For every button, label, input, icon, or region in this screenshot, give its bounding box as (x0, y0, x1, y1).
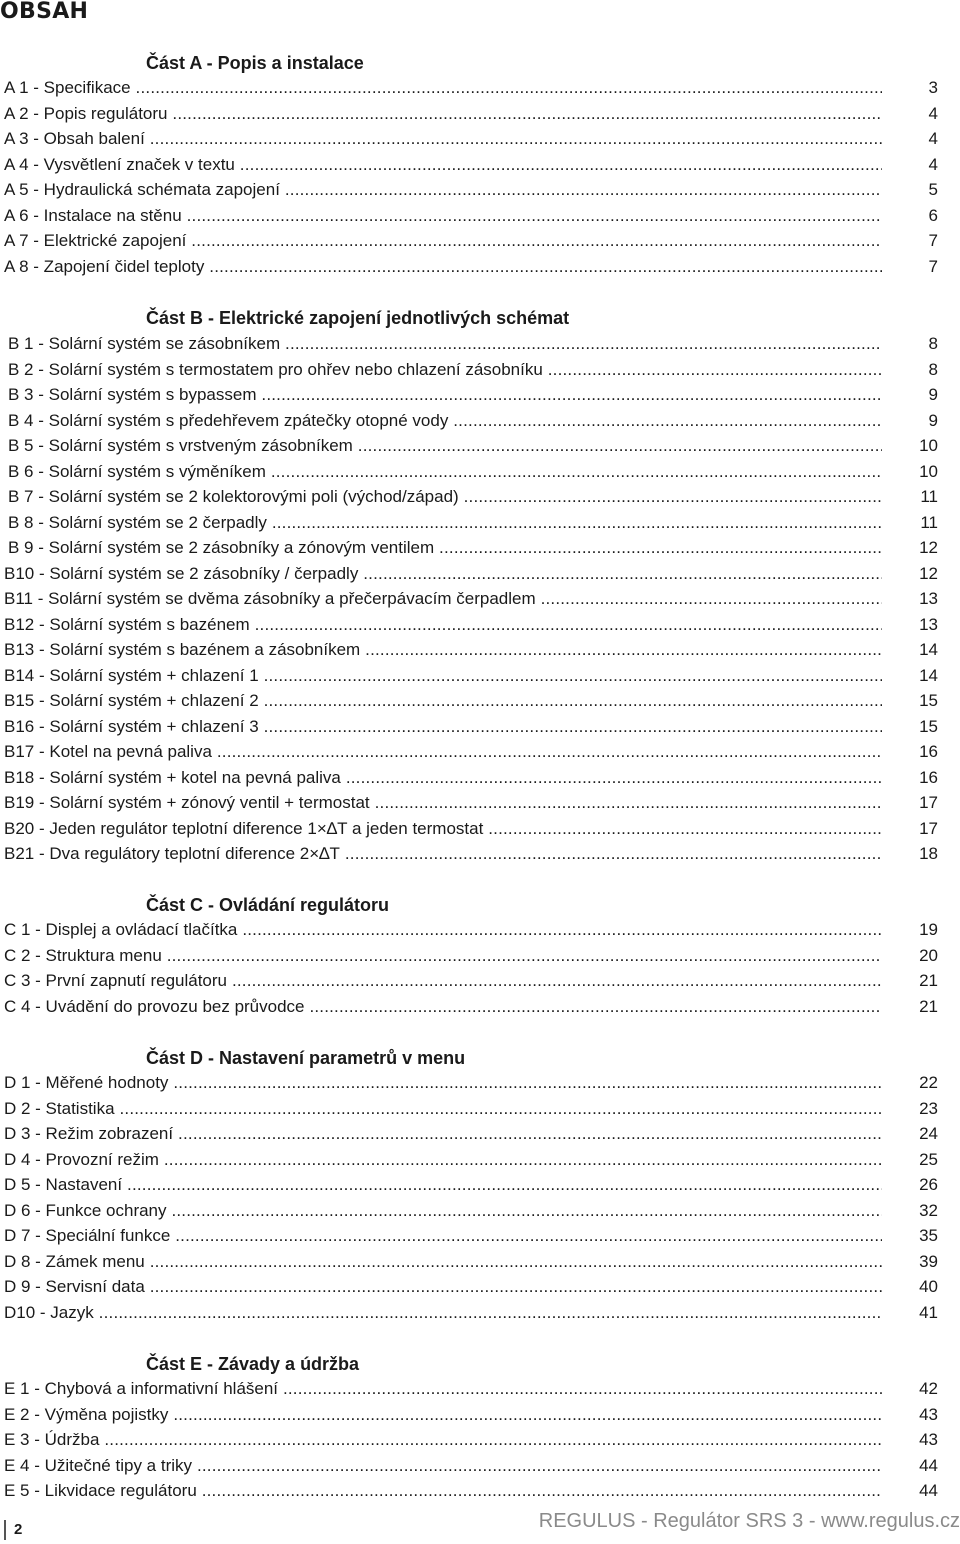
toc-entry-label: B20 - Jeden regulátor teplotní diference 1×∆T a jeden termostat ..... (4, 817, 882, 841)
toc-entry-page: 14 (919, 665, 938, 685)
toc-entry-page: 32 (919, 1200, 938, 1220)
toc-entry-page: 7 (928, 256, 938, 276)
toc-entry[interactable] (4, 383, 938, 407)
toc-entry-label: B 7 - Solární systém se 2 kolektorovými poli (východ/západ) ..... (8, 485, 882, 509)
toc-entry-page: 20 (919, 945, 938, 965)
toc-entry-label: C 1 - Displej a ovládací tlačítka ..... (4, 918, 882, 942)
toc-entry-page: 26 (919, 1175, 938, 1194)
toc-entry-page: 13 (919, 614, 938, 634)
toc-entry[interactable] (4, 587, 938, 611)
section-heading: Část B - Elektrické zapojení jednotlivých schémat (146, 308, 570, 328)
toc-entry[interactable] (4, 842, 938, 866)
toc-entry-label: B16 - Solární systém + chlazení 3 ..... (4, 715, 882, 739)
toc-entry[interactable] (4, 1148, 938, 1172)
toc-entry-label: B21 - Dva regulátory teplotní diference 2×∆T ..... (4, 842, 882, 866)
toc-entry[interactable] (4, 562, 938, 586)
toc-entry-page: 8 (928, 334, 938, 353)
toc-entry-page: 3 (928, 78, 938, 97)
toc-entry-label: E 5 - Likvidace regulátoru ..... (4, 1479, 882, 1503)
toc-entry[interactable] (4, 358, 938, 382)
toc-entry-page: 12 (919, 538, 938, 557)
toc-entry-label: A 1 - Specifikace ..... (4, 76, 882, 100)
toc-entry[interactable] (4, 76, 938, 100)
toc-entry-page: 22 (919, 1073, 938, 1092)
toc-entry-page: 7 (928, 231, 938, 250)
toc-entry[interactable] (4, 1403, 938, 1427)
toc-entry[interactable] (4, 817, 938, 841)
toc-entry-page: 19 (919, 920, 938, 939)
toc-entry-label: B18 - Solární systém + kotel na pevná paliva ..... (4, 766, 882, 790)
toc-entry[interactable] (4, 918, 938, 942)
toc-entry[interactable] (4, 178, 938, 202)
toc-entry-page: 8 (928, 359, 938, 379)
toc-entry-label: A 7 - Elektrické zapojení ..... (4, 229, 882, 253)
toc-entry-label: D 7 - Speciální funkce ..... (4, 1224, 882, 1248)
toc-entry-page: 14 (919, 640, 938, 659)
toc-entry-label: A 2 - Popis regulátoru ..... (4, 102, 882, 126)
toc-entry-page: 23 (919, 1098, 938, 1118)
footer-brand: REGULUS - Regulátor SRS 3 - www.regulus.cz (538, 1510, 960, 1532)
toc-entry-label: D 8 - Zámek menu ..... (4, 1250, 882, 1274)
toc-entry-page: 5 (928, 180, 938, 199)
toc-entry[interactable] (4, 409, 938, 433)
toc-entry-label: D 9 - Servisní data ..... (4, 1275, 882, 1299)
toc-entry-label: B 6 - Solární systém s výměníkem ..... (8, 460, 882, 484)
footer-divider (4, 1520, 6, 1540)
toc-entry[interactable] (4, 127, 938, 151)
toc-entry[interactable] (4, 1224, 938, 1248)
toc-entry-label: B11 - Solární systém se dvěma zásobníky a přečerpávacím čerpadlem ..... (4, 587, 882, 611)
toc-entry[interactable] (4, 332, 938, 356)
toc-entry[interactable] (4, 944, 938, 968)
toc-entry-label: A 8 - Zapojení čidel teploty ..... (4, 255, 882, 279)
toc-entry[interactable] (4, 791, 938, 815)
toc-entry-page: 24 (919, 1124, 938, 1143)
toc-entry-label: B 9 - Solární systém se 2 zásobníky a zónovým ventilem ..... (8, 536, 882, 560)
toc-entry[interactable] (4, 255, 938, 279)
toc-entry-label: D 2 - Statistika ..... (4, 1097, 882, 1121)
toc-entry-page: 35 (919, 1226, 938, 1245)
toc-entry[interactable] (4, 1301, 938, 1325)
toc-entry-page: 9 (928, 410, 938, 430)
toc-entry-page: 44 (919, 1455, 938, 1475)
toc-entry[interactable] (4, 1071, 938, 1095)
toc-entry-page: 17 (919, 793, 938, 812)
toc-entry-page: 17 (919, 818, 938, 838)
toc-entry-page: 25 (919, 1149, 938, 1169)
toc-entry[interactable] (4, 1122, 938, 1146)
toc-entry[interactable] (4, 664, 938, 688)
toc-entry-label: C 3 - První zapnutí regulátoru ..... (4, 969, 882, 993)
section-heading: Část E - Závady a údržba (146, 1354, 360, 1374)
toc-entry-label: B13 - Solární systém s bazénem a zásobníkem ..... (4, 638, 882, 662)
toc-entry-label: B12 - Solární systém s bazénem ..... (4, 613, 882, 637)
toc-entry-page: 16 (919, 767, 938, 787)
toc-entry-page: 40 (919, 1277, 938, 1296)
page-title: OBSAH (0, 0, 89, 24)
section-heading: Část D - Nastavení parametrů v menu (146, 1048, 466, 1068)
toc-entry-page: 6 (928, 205, 938, 225)
toc-entry-label: D10 - Jazyk ..... (4, 1301, 882, 1325)
toc-entry-page: 43 (919, 1430, 938, 1449)
toc-entry[interactable] (4, 1097, 938, 1121)
toc-entry-page: 16 (919, 742, 938, 761)
toc-entry-page: 39 (919, 1251, 938, 1271)
toc-entry[interactable] (4, 511, 938, 535)
toc-entry[interactable] (4, 1199, 938, 1223)
toc-entry-page: 9 (928, 385, 938, 404)
toc-entry[interactable] (4, 1454, 938, 1478)
toc-entry-page: 44 (919, 1481, 938, 1500)
toc-entry-label: A 3 - Obsah balení ..... (4, 127, 882, 151)
toc-entry[interactable] (4, 638, 938, 662)
toc-entry-label: B17 - Kotel na pevná paliva ..... (4, 740, 882, 764)
toc-entry[interactable] (4, 995, 938, 1019)
toc-entry[interactable] (4, 1275, 938, 1299)
toc-entry[interactable] (4, 536, 938, 560)
toc-entry[interactable] (4, 485, 938, 509)
toc-entry[interactable] (4, 460, 938, 484)
toc-entry-page: 10 (919, 436, 938, 455)
toc-entry[interactable] (4, 689, 938, 713)
toc-entry-page: 15 (919, 691, 938, 710)
toc-entry[interactable] (4, 1428, 938, 1452)
toc-entry-label: D 5 - Nastavení ..... (4, 1173, 882, 1197)
section-heading: Část A - Popis a instalace (146, 53, 364, 73)
toc-entry-page: 10 (919, 461, 938, 481)
toc-entry-label: B14 - Solární systém + chlazení 1 ..... (4, 664, 882, 688)
toc-entry-label: B 1 - Solární systém se zásobníkem ..... (8, 332, 882, 356)
toc-entry-page: 13 (919, 589, 938, 608)
toc-entry[interactable] (4, 1479, 938, 1503)
toc-entry-label: A 6 - Instalace na stěnu ..... (4, 204, 882, 228)
toc-entry[interactable] (4, 102, 938, 126)
toc-entry-page: 41 (919, 1302, 938, 1322)
toc-entry[interactable] (4, 434, 938, 458)
toc-entry-label: A 4 - Vysvětlení značek v textu ..... (4, 153, 882, 177)
toc-entry-label: B19 - Solární systém + zónový ventil + termostat ..... (4, 791, 882, 815)
toc-entry-label: E 1 - Chybová a informativní hlášení ..... (4, 1377, 882, 1401)
toc-entry-label: D 4 - Provozní režim ..... (4, 1148, 882, 1172)
toc-entry-page: 21 (919, 971, 938, 990)
toc-entry[interactable] (4, 1377, 938, 1401)
toc-entry-label: D 3 - Režim zobrazení ..... (4, 1122, 882, 1146)
toc-entry-label: B 8 - Solární systém se 2 čerpadly ..... (8, 511, 882, 535)
toc-entry-page: 42 (919, 1379, 938, 1398)
toc-entry-label: E 4 - Užitečné tipy a triky ..... (4, 1454, 882, 1478)
toc-entry[interactable] (4, 1250, 938, 1274)
toc-entry-label: E 2 - Výměna pojistky ..... (4, 1403, 882, 1427)
toc-entry-label: D 6 - Funkce ochrany ..... (4, 1199, 882, 1223)
toc-entry-label: B 4 - Solární systém s předehřevem zpátečky otopné vody ..... (8, 409, 882, 433)
toc-entry-label: B10 - Solární systém se 2 zásobníky / čerpadly ..... (4, 562, 882, 586)
toc-entry-page: 15 (919, 716, 938, 736)
toc-entry-label: B 2 - Solární systém s termostatem pro ohřev nebo chlazení zásobníku ..... (8, 358, 882, 382)
toc-entry-page: 12 (919, 563, 938, 583)
toc-entry-label: E 3 - Údržba ..... (4, 1428, 882, 1452)
toc-entry-page: 4 (928, 103, 938, 123)
toc-entry-label: C 2 - Struktura menu ..... (4, 944, 882, 968)
toc-entry-page: 4 (928, 129, 938, 148)
footer-page-number: 2 (14, 1521, 23, 1538)
toc-entry-label: B15 - Solární systém + chlazení 2 ..... (4, 689, 882, 713)
toc-entry-page: 4 (928, 154, 938, 174)
toc-entry-label: B 3 - Solární systém s bypassem ..... (8, 383, 882, 407)
toc-entry-page: 11 (920, 512, 938, 532)
toc-entry[interactable] (4, 229, 938, 253)
toc-entry[interactable] (4, 715, 938, 739)
toc-entry[interactable] (4, 766, 938, 790)
toc-entry-page: 11 (920, 487, 938, 506)
toc-entry[interactable] (4, 969, 938, 993)
toc-entry-page: 43 (919, 1404, 938, 1424)
toc-entry-page: 21 (919, 996, 938, 1016)
toc-entry[interactable] (4, 613, 938, 637)
toc-entry[interactable] (4, 740, 938, 764)
toc-entry[interactable] (4, 1173, 938, 1197)
toc-entry-label: D 1 - Měřené hodnoty ..... (4, 1071, 882, 1095)
toc-entry[interactable] (4, 204, 938, 228)
toc-entry-label: A 5 - Hydraulická schémata zapojení ..... (4, 178, 882, 202)
toc-entry-label: B 5 - Solární systém s vrstveným zásobníkem ..... (8, 434, 882, 458)
toc-entry-label: C 4 - Uvádění do provozu bez průvodce ..... (4, 995, 882, 1019)
section-heading: Část C - Ovládání regulátoru (146, 895, 390, 915)
toc-entry[interactable] (4, 153, 938, 177)
toc-entry-page: 18 (919, 844, 938, 863)
